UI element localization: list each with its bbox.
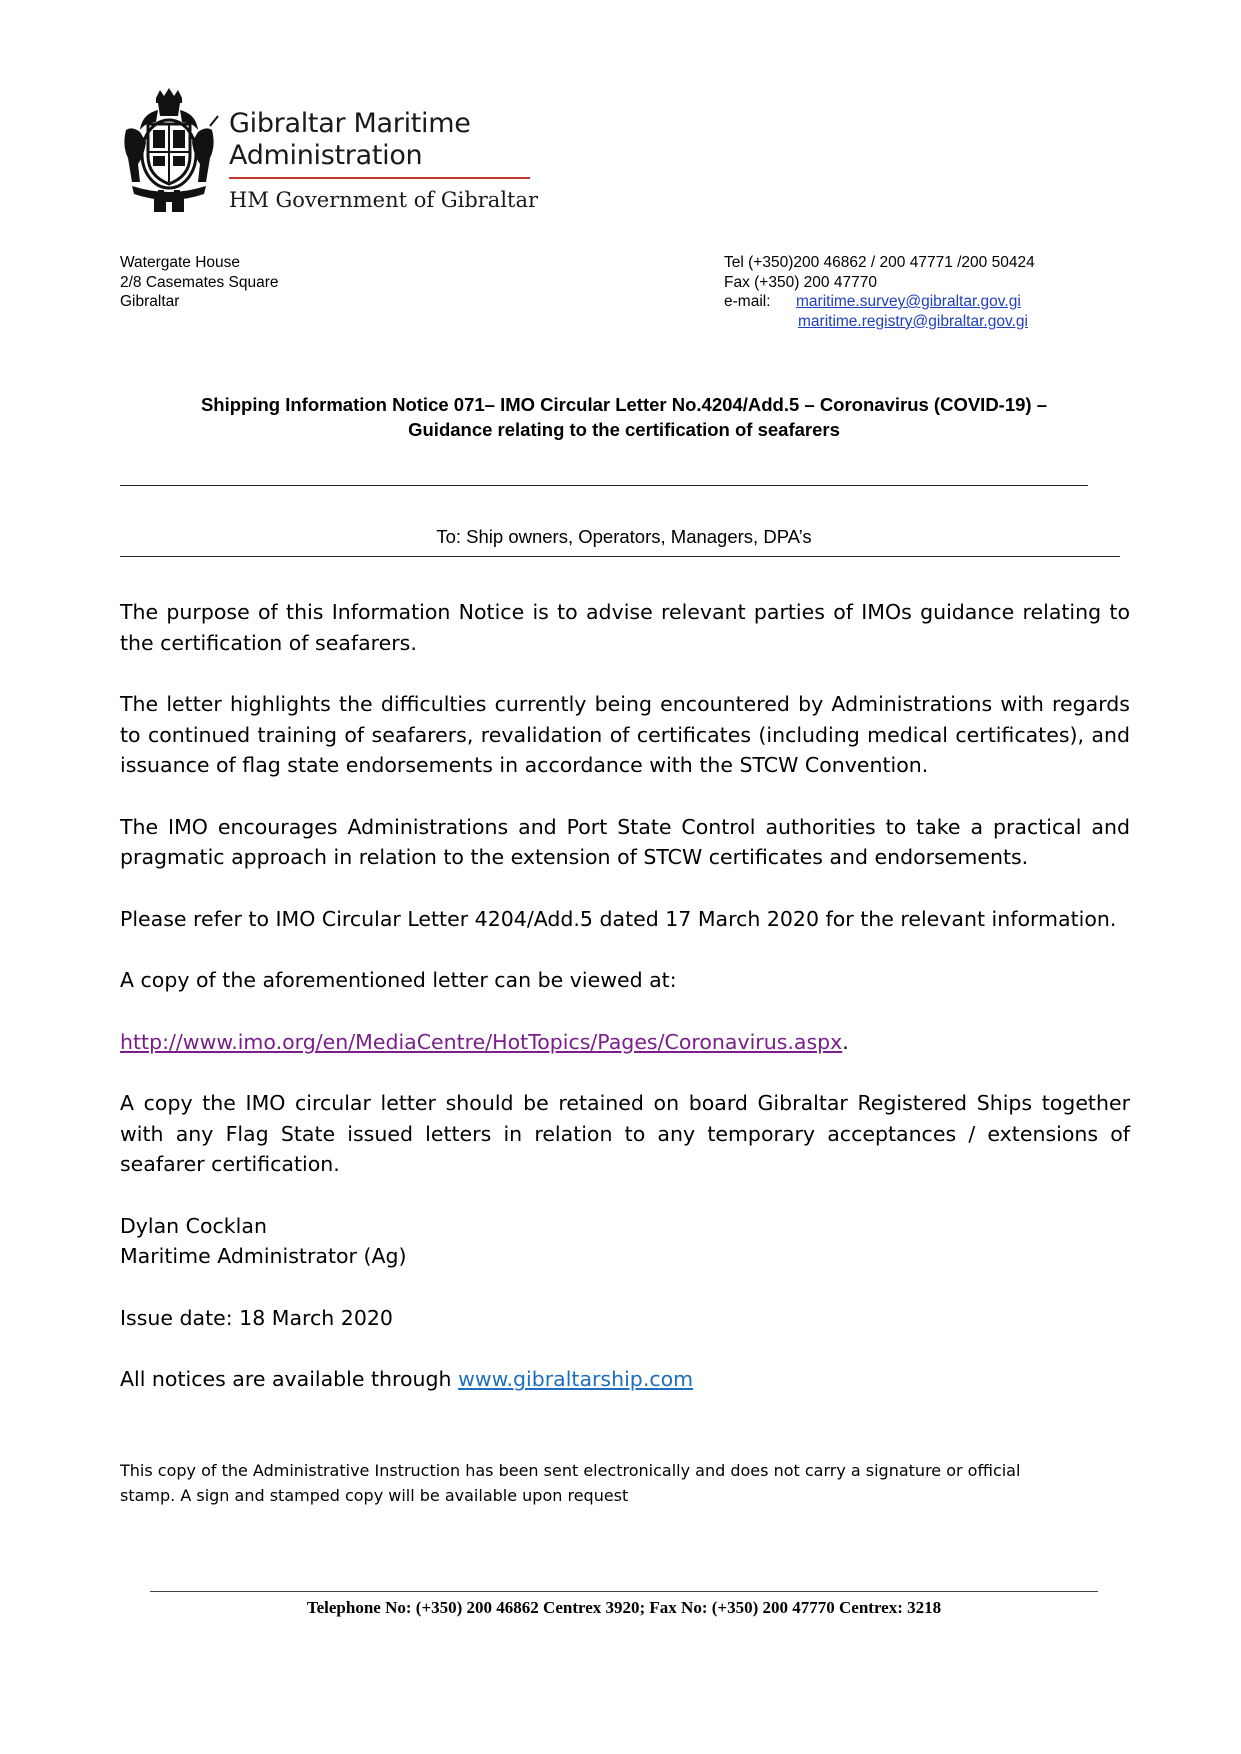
address-line: 2/8 Casemates Square (120, 273, 279, 291)
email-label: e-mail: (724, 293, 771, 310)
notices-availability (120, 1364, 1130, 1395)
signature-block (120, 1211, 1130, 1272)
disclaimer-line: This copy of the Administrative Instruction has been sent electronically and does not carry a signature or official (120, 1461, 1021, 1480)
notice-title-line2: Guidance relating to the certification of seafarers (408, 419, 840, 440)
org-name-line1: Gibraltar Maritime (229, 108, 471, 139)
body-paragraph: Please refer to IMO Circular Letter 4204/Add.5 dated 17 March 2020 for the relevant information. (120, 906, 1117, 931)
gibraltar-coat-of-arms-icon (118, 86, 220, 216)
email-row-2 (724, 312, 1035, 332)
footer-divider (150, 1591, 1098, 1592)
body-paragraph: The purpose of this Information Notice is to advise relevant parties of IMOs guidance relating to the certification of seafarers. (120, 600, 1130, 655)
address-line: Gibraltar (120, 293, 180, 310)
title-divider (120, 485, 1088, 486)
notice-title (120, 392, 1128, 442)
imo-coronavirus-link[interactable]: http://www.imo.org/en/MediaCentre/HotTopics/Pages/Coronavirus.aspx (120, 1029, 843, 1054)
recipients-divider (120, 556, 1120, 557)
electronic-copy-disclaimer (120, 1458, 1130, 1508)
contact-block (724, 253, 1035, 331)
body-paragraph: The letter highlights the difficulties currently being encountered by Administrations with regards to continued training of seafarers, revalidation of certificates (including medical certificates), and issuance of flag state endorsements in accordance with the STCW Convention. (120, 692, 1130, 777)
government-name: HM Government of Gibraltar (229, 188, 539, 212)
body-paragraph: A copy the IMO circular letter should be retained on board Gibraltar Registered Ships together with any Flag State issued letters in relation to any temporary acceptances / extensions of seafarer certification. (120, 1091, 1130, 1176)
imo-link-paragraph (120, 1027, 1130, 1058)
survey-email-link[interactable]: maritime.survey@gibraltar.gov.gi (796, 293, 1021, 310)
address-block (120, 253, 279, 312)
link-suffix: . (842, 1029, 849, 1054)
signatory-name: Dylan Cocklan (120, 1213, 267, 1238)
body-paragraph: The IMO encourages Administrations and Port State Control authorities to take a practical and pragmatic approach in relation to the extension of STCW certificates and endorsements. (120, 814, 1130, 869)
registry-email-link[interactable]: maritime.registry@gibraltar.gov.gi (798, 312, 1028, 330)
email-row (724, 292, 1035, 312)
signatory-title: Maritime Administrator (Ag) (120, 1244, 407, 1268)
footer-contact: Telephone No: (+350) 200 46862 Centrex 3920; Fax No: (+350) 200 47770 Centrex: 3218 (306, 1598, 942, 1617)
issue-date: Issue date: 18 March 2020 (120, 1305, 393, 1330)
notice-body (120, 597, 1130, 1426)
disclaimer-line: stamp. A sign and stamped copy will be available upon request (120, 1486, 629, 1505)
telephone-line: Tel (+350)200 46862 / 200 47771 /200 50424 (724, 254, 1035, 271)
org-name-line2: Administration (229, 140, 423, 171)
notice-title-line1: Shipping Information Notice 071– IMO Circular Letter No.4204/Add.5 – Coronavirus (COVID-19) – (200, 394, 1048, 415)
body-paragraph: A copy of the aforementioned letter can be viewed at: (120, 968, 677, 992)
address-line: Watergate House (120, 254, 241, 271)
notices-prefix: All notices are available through (120, 1367, 459, 1391)
recipients-line: To: Ship owners, Operators, Managers, DPA’s (436, 526, 812, 547)
gibraltarship-website-link[interactable]: www.gibraltarship.com (458, 1367, 694, 1391)
letterhead-divider (229, 177, 530, 179)
fax-line: Fax (+350) 200 47770 (724, 273, 877, 291)
